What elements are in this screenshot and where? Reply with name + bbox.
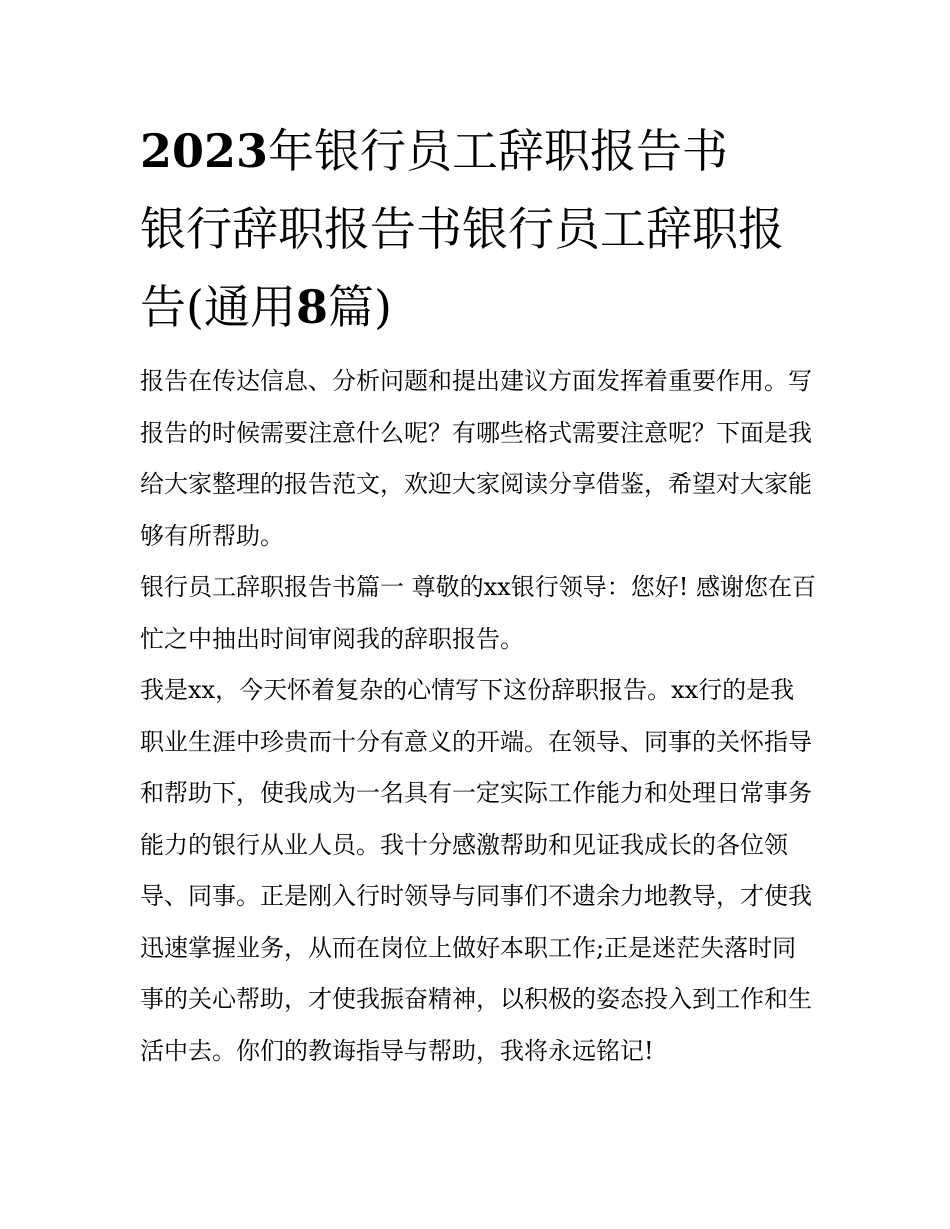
document-title [140, 112, 816, 346]
title-part-1: 年银行员工辞职报告书 [268, 124, 729, 178]
title-part-3: 篇) [327, 280, 392, 334]
document-page [140, 112, 816, 1077]
title-year: 2023 [140, 124, 269, 178]
paragraph-main: 我是xx，今天怀着复杂的心情写下这份辞职报告。xx行的是我职业生涯中珍贵而十分有意义的开端。在领导、同事的关怀指导和帮助下，使我成为一名具有一定实际工作能力和处理日常事务能力的银行从业人员。我十分感激帮助和见证我成长的各位领导、同事。正是刚入行时领导与同事们不遗余力地教导，才使我迅速掌握业务，从而在岗位上做好本职工作;正是迷茫失落时同事的关心帮助，才使我振奋精神，以积极的姿态投入到工作和生活中去。你们的教诲指导与帮助，我将永远铭记! [140, 676, 812, 1065]
document-body [140, 356, 816, 1077]
title-count: 8 [295, 280, 328, 334]
paragraph-salutation: 银行员工辞职报告书篇一 尊敬的xx银行领导：您好! 感谢您在百忙之中抽出时间审阅我的辞职报告。 [140, 573, 816, 653]
title-part-2: 银行辞职报告书银行员工辞职报告(通用 [140, 202, 784, 334]
paragraph-intro: 报告在传达信息、分析问题和提出建议方面发挥着重要作用。写报告的时候需要注意什么呢？有哪些格式需要注意呢？下面是我给大家整理的报告范文，欢迎大家阅读分享借鉴，希望对大家能够有所帮助。 [140, 367, 812, 550]
